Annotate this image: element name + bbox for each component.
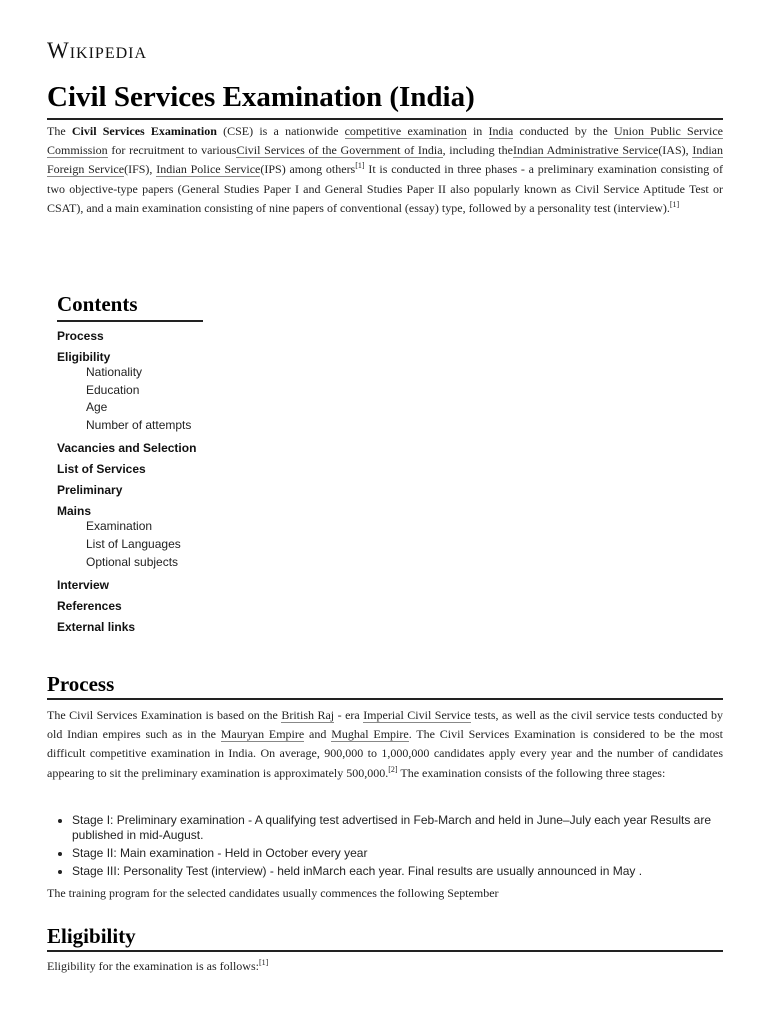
reference-marker[interactable]: [1] [258, 958, 269, 967]
lead-text: (IPS) among others [260, 162, 356, 177]
toc-item[interactable]: Mains [57, 504, 92, 519]
list-item: • Stage III: Personality Test (interview) - held inMarch each year. Final results are usually announced in May . [72, 864, 748, 879]
lead-bold-name: Civil Services Examination [71, 124, 217, 138]
link-mughal-empire[interactable]: Mughal Empire [331, 727, 409, 742]
page-title: Civil Services Examination (India) [47, 78, 723, 120]
link-india[interactable]: India [488, 124, 514, 138]
paragraph-text: and [304, 727, 332, 742]
toc-item[interactable]: Preliminary [57, 483, 123, 498]
list-item: • Stage II: Main examination - Held in October every year [72, 846, 748, 861]
link-upsc[interactable]: Union Public Service Commission [47, 124, 724, 158]
toc-subitem[interactable]: Education [86, 382, 140, 397]
paragraph-text: Eligibility for the examination is as follows: [47, 959, 259, 973]
toc-item[interactable]: Eligibility [57, 350, 111, 364]
toc-subitem[interactable]: Age [86, 400, 108, 415]
toc-item[interactable]: List of Services [57, 462, 146, 477]
section-heading-eligibility: Eligibility [47, 923, 723, 952]
link-imperial-civil-service[interactable]: Imperial Civil Service [363, 708, 471, 722]
toc-sublist [57, 364, 297, 434]
toc-item[interactable]: Vacancies and Selection [57, 441, 197, 456]
link-mauryan-empire[interactable]: Mauryan Empire [220, 727, 305, 742]
toc-sublist [57, 518, 297, 571]
paragraph-text: tests, as well as the civil service tests conducted by old Indian empires such as in the [47, 708, 723, 742]
toc-item[interactable]: References [57, 599, 122, 614]
stages-list [47, 813, 748, 882]
link-ips[interactable]: Indian Police Service [156, 162, 261, 177]
lead-text: conducted by the [513, 124, 614, 138]
wikipedia-wordmark[interactable]: Wikipedia [47, 38, 148, 63]
section-heading-process: Process [47, 671, 723, 700]
toc-subitem[interactable]: Examination [86, 519, 153, 534]
toc-subitem[interactable]: Number of attempts [86, 417, 192, 432]
toc-item[interactable]: External links [57, 620, 136, 635]
paragraph-text: . The Civil Services Examination is considered to be the most difficult competitive examination in India. On average, 900,000 to 1,000,000 candidates apply every year and the number of candidates appearing to sit the preliminary examination is approximately 500,000. [47, 727, 724, 780]
process-paragraph [47, 706, 723, 783]
paragraph-text: - era [334, 708, 364, 722]
reference-marker[interactable]: [1] [355, 161, 365, 171]
toc-list [57, 329, 297, 634]
link-competitive-examination[interactable]: competitive examination [344, 124, 467, 138]
link-ias[interactable]: Indian Administrative Service [512, 143, 659, 158]
reference-marker[interactable]: [1] [669, 199, 680, 209]
lead-text: , including the [442, 143, 513, 158]
table-of-contents [57, 290, 297, 634]
link-ifs[interactable]: Indian Foreign Service [47, 143, 723, 177]
toc-item[interactable]: Process [57, 329, 104, 343]
toc-subitem[interactable]: List of Languages [86, 536, 181, 551]
lead-text: for recruitment to various [107, 143, 237, 158]
list-item: • Stage I: Preliminary examination - A qualifying test advertised in Feb-March and held in June–July each year Results are published in mid-August. [72, 813, 748, 842]
lead-text: The [47, 124, 72, 138]
lead-text: (CSE) is a nationwide [216, 124, 345, 138]
lead-text: It is conducted in three phases - a preliminary examination consisting of two objective-type papers (General Studies Paper I and General Studies Paper II also popularly known as Civil Service Aptitude Test or CSAT), and a main examination consisting of nine papers of conventional (essay) type, followed by a personality test (interview). [47, 162, 723, 215]
toc-title: Contents [57, 290, 203, 322]
toc-item[interactable]: Interview [57, 578, 110, 593]
lead-text: (IAS), [658, 143, 693, 158]
link-civil-services-of-india[interactable]: Civil Services of the Government of India [236, 143, 443, 158]
training-paragraph: The training program for the selected candidates usually commences the following September [47, 886, 499, 900]
toc-subitem[interactable]: Optional subjects [86, 554, 179, 569]
link-british-raj[interactable]: British Raj [281, 708, 335, 722]
toc-subitem[interactable]: Nationality [86, 365, 143, 379]
lead-text: in [466, 124, 489, 138]
reference-marker[interactable]: [2] [388, 764, 398, 774]
paragraph-text: The Civil Services Examination is based on the [47, 708, 282, 722]
lead-text: (IFS), [124, 162, 157, 177]
paragraph-text: The examination consists of the following three stages: [397, 765, 666, 780]
eligibility-paragraph [47, 957, 723, 976]
lead-paragraph [47, 122, 723, 218]
